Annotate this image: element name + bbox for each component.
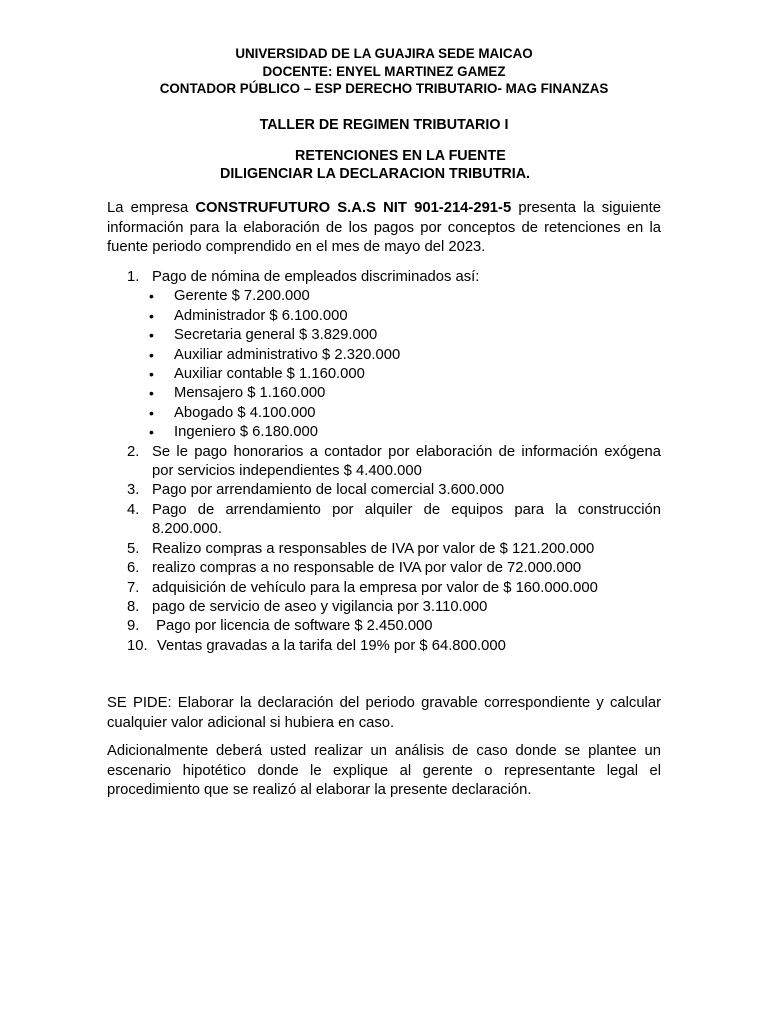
nomina-bullet bbox=[107, 404, 661, 423]
nomina-bullet bbox=[107, 365, 661, 384]
bullet-text: Gerente $ 7.200.000 bbox=[174, 288, 310, 305]
diligenciar-title: DILIGENCIAR LA DECLARACION TRIBUTRIA. bbox=[220, 165, 531, 182]
item-number: 5. bbox=[127, 540, 140, 557]
list-item bbox=[107, 268, 661, 287]
nomina-bullet bbox=[107, 307, 661, 326]
list-item bbox=[107, 617, 661, 636]
item-number: 3. bbox=[127, 482, 140, 499]
item-number: 2. bbox=[127, 443, 140, 460]
item-text: Pago de arrendamiento por alquiler de equipos para la construcción 8.200.000. bbox=[152, 501, 661, 538]
list-item bbox=[107, 559, 661, 578]
university-name: UNIVERSIDAD DE LA GUAJIRA SEDE MAICAO bbox=[235, 46, 533, 61]
list-item bbox=[107, 481, 661, 500]
bullet-text: Abogado $ 4.100.000 bbox=[174, 404, 316, 421]
bullet-icon: • bbox=[149, 307, 154, 324]
item-number: 1. bbox=[127, 269, 140, 285]
list-item bbox=[107, 443, 661, 482]
document-header bbox=[0, 45, 768, 98]
bullet-text: Mensajero $ 1.160.000 bbox=[174, 385, 326, 402]
se-pide-paragraph: SE PIDE: Elaborar la declaración del periodo gravable correspondiente y calcular cualquier valor adicional si hubiera en caso. bbox=[107, 695, 661, 731]
item-text: Realizo compras a responsables de IVA por valor de $ 121.200.000 bbox=[152, 540, 595, 557]
item-text: Se le pago honorarios a contador por elaboración de información exógena por servicios independientes $ 4.400.000 bbox=[152, 443, 661, 480]
retenciones-title: RETENCIONES EN LA FUENTE bbox=[295, 148, 506, 164]
item-number: 9. bbox=[127, 618, 140, 635]
nomina-bullet bbox=[107, 287, 661, 306]
item-number: 6. bbox=[127, 560, 140, 577]
intro-paragraph bbox=[107, 199, 661, 258]
item-text: Pago por arrendamiento de local comercial 3.600.000 bbox=[152, 482, 505, 499]
intro-after: presenta la siguiente información para la elaboración de los pagos por conceptos de retenciones en la fuente periodo comprendido en el mes de mayo del 2023. bbox=[107, 200, 661, 256]
bullet-icon: • bbox=[149, 366, 154, 383]
bullet-text: Ingeniero $ 6.180.000 bbox=[174, 424, 318, 441]
bullet-text: Administrador $ 6.100.000 bbox=[174, 307, 348, 324]
item-number: 7. bbox=[127, 579, 140, 596]
bullet-text: Secretaria general $ 3.829.000 bbox=[174, 327, 378, 344]
bullet-icon: • bbox=[149, 404, 154, 421]
item-text: Pago por licencia de software $ 2.450.000 bbox=[152, 618, 433, 635]
topic-title bbox=[220, 148, 550, 183]
list-item bbox=[107, 540, 661, 559]
item-text: Ventas gravadas a la tarifa del 19% por $ 64.800.000 bbox=[157, 637, 506, 654]
payments-list bbox=[107, 268, 661, 656]
adicional-paragraph: Adicionalmente deberá usted realizar un análisis de caso donde se plantee un escenario hipotético donde le explique al gerente o representante legal el procedimiento que se realizó al elaborar la presente declaración. bbox=[107, 743, 661, 799]
nomina-bullet bbox=[107, 423, 661, 442]
list-item bbox=[107, 598, 661, 617]
bullet-text: Auxiliar administrativo $ 2.320.000 bbox=[174, 346, 401, 363]
workshop-title: TALLER DE REGIMEN TRIBUTARIO I bbox=[259, 117, 509, 133]
teacher-name: DOCENTE: ENYEL MARTINEZ GAMEZ bbox=[262, 63, 506, 79]
item-number: 10. bbox=[127, 637, 148, 654]
bullet-icon: • bbox=[149, 346, 154, 363]
bullet-text: Auxiliar contable $ 1.160.000 bbox=[174, 366, 365, 383]
list-item bbox=[107, 501, 661, 540]
company-name: CONSTRUFUTURO S.A.S NIT 901-214-291-5 bbox=[195, 200, 512, 216]
bullet-icon: • bbox=[149, 385, 154, 402]
nomina-bullet bbox=[107, 346, 661, 365]
item-text: adquisición de vehículo para la empresa por valor de $ 160.000.000 bbox=[152, 579, 598, 596]
list-item bbox=[107, 579, 661, 598]
bullet-icon: • bbox=[149, 424, 154, 441]
item-text: realizo compras a no responsable de IVA por valor de 72.000.000 bbox=[152, 560, 582, 577]
bullet-icon: • bbox=[149, 288, 154, 305]
item-number: 4. bbox=[127, 501, 140, 518]
list-item bbox=[107, 637, 661, 656]
item-number: 8. bbox=[127, 598, 140, 615]
intro-before: La empresa bbox=[107, 200, 196, 216]
bullet-icon: • bbox=[149, 327, 154, 344]
nomina-bullet bbox=[107, 384, 661, 403]
nomina-bullet bbox=[107, 326, 661, 345]
item-text: pago de servicio de aseo y vigilancia por 3.110.000 bbox=[152, 598, 488, 615]
teacher-credentials: CONTADOR PÚBLICO – ESP DERECHO TRIBUTARIO- MAG FINANZAS bbox=[159, 81, 609, 96]
item-text: Pago de nómina de empleados discriminados así: bbox=[152, 269, 480, 285]
